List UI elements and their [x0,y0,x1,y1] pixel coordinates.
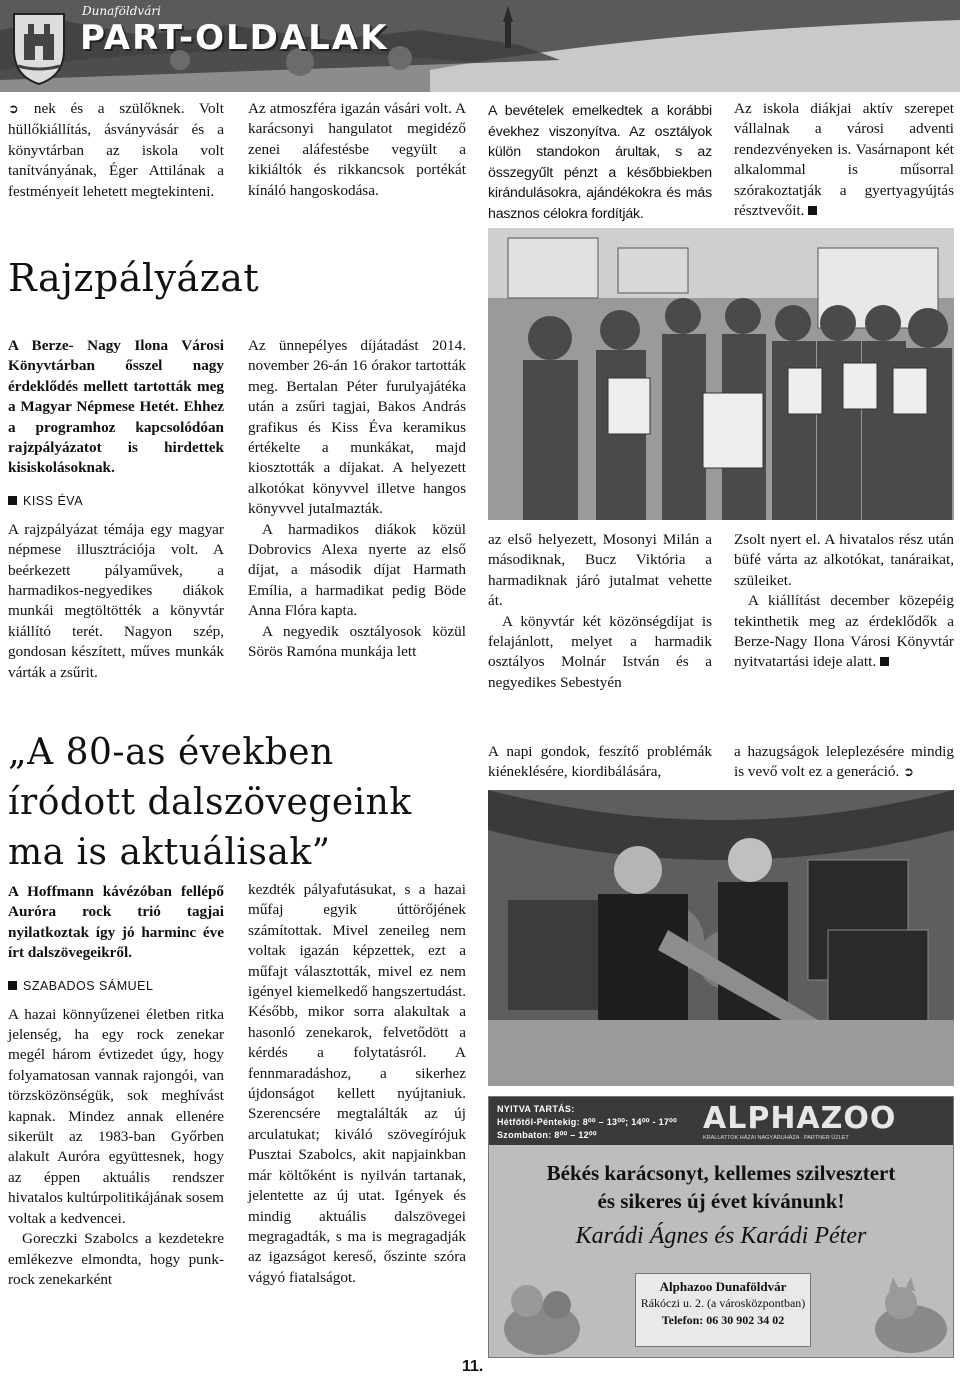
article1-col4 [734,530,954,673]
masthead [0,0,960,92]
article1-col4-p2-text: A kiállítást december közepéig tekinthetik meg az érdeklődők a Berze-Nagy Ilona Városi Könyvtár nyitvatartási ideje alatt. [734,592,954,671]
concert-photo [488,790,954,1086]
top-col4-text: Az iskola diákjai aktív szerepet vállalnak a városi adventi rendezvényeken is. Vasárnapont két alkalommal is műsorral szórakoztatják a gyertyagyújtás résztvevőit. [734,100,954,220]
ad-greeting [489,1159,953,1215]
ad-contact-box [635,1273,811,1347]
article1-lead: A Berze- Nagy Ilona Városi Könyvtárban ősszel nagy érdeklődés mellett tartották meg a Magyar Népmese Hetét. Ehhez a programhoz kapcsolódóan rajzpályázatot is hirdettek kisiskolásoknak. [8,337,224,477]
article2-headline: „A 80-as években íródott dalszövegeink ma is aktuálisak” [8,732,412,873]
article1-col2-p3: A negyedik osztályosok közül Sörös Ramóna munkája lett [248,622,466,661]
article1-col2-p1: Az ünnepélyes díjátadást 2014. november 26-án 16 órakor tartották meg. Bertalan Péter furulyajátéka után a zsűri tagjai, Bakos András grafikus és Kiss Éva keramikus értékelte a munkákat, majd kiosztották a díjakat. A helyezett alkotókat könyvvel illetve hangos könyvvel jutalmazták. [248,337,466,518]
byline-square-icon [8,981,17,990]
article2-col1-p2: Goreczki Szabolcs a kezdetekre emlékezve elmondta, hogy punk-rock zenekarként [8,1230,224,1288]
children-awards-photo-art [488,228,954,520]
article1-byline [8,493,224,508]
ad-address: Rákóczi u. 2. (a városközpontban) [640,1296,806,1310]
end-square-icon [880,657,889,666]
children-awards-photo [488,228,954,520]
article1-col4-p2 [734,591,954,673]
article1-byline-text: KISS ÉVA [23,493,84,508]
ad-phone: Telefon: 06 30 902 34 02 [661,1313,785,1327]
article2-col4-top-text: a hazugságok leleplezésére mindig is vevő volt ez a generáció. [734,743,954,781]
article1-col3-p2: A könyvtár két közönségdíjat is felajánlott, melyet a harmadik osztályos Molnár István és a negyedikes Sebestyén [488,612,712,691]
concert-photo-art [488,790,954,1086]
ad-hours [497,1103,677,1142]
article1-col3 [488,530,712,693]
ad-header [489,1097,953,1145]
top-col1-text: nek és a szülőknek. Volt hüllőkiállítás, ásványvásár és a könyvtárban az iskola volt tanítványának, Éger Attilának a festményeit lehetett megtekinteni. [8,100,224,200]
article1-col1-body: A rajzpályázat témája egy magyar népmese illusztrációja volt. A beérkezett pályaművek, a harmadikos-negyedikes diákok munkái megtöltötték a könyvtár kiállító terét. Nagyon szép, gondosan készített, műves munkák várták a zsűrit. [8,520,224,681]
article2-col3-top: A napi gondok, feszítő problémák kiéneklésére, kiordibálására, [488,743,712,781]
ad-greeting-line1: Békés karácsonyt, kellemes szilvesztert [546,1161,896,1185]
top-col2: Az atmoszféra igazán vásári volt. A karácsonyi hangulatot megidéző zenei aláfestésbe vegyült a kikiáltók és rikkancsok portékát kínáló hangoskodása. [248,100,466,199]
masthead-title: PART-OLDALAK [80,18,389,58]
article1-col3-p1: az első helyezett, Mosonyi Milán a másodiknak, Bucz Viktória a harmadiknak járó jutalmat vehette át. [488,531,712,610]
article1-headline: Rajzpályázat [8,256,260,300]
article2-col1-body [8,1005,224,1291]
article2-col2: kezdték pályafutásukat, s a hazai műfaj egyik úttörőjének számítottak. Mivel zeneileg nem voltak igazán képzettek, ezt a műfajt választották, mivel ez nem igényel kiemelkedő hangszertudást. Később, mikor sorra alakultak a hasonló zenekarok, felvetődött a kérdés a folytatásról. A fennmaradáshoz, a sikerhez újdonságot kellett nyújtaniuk. Szerencsére megtalálták az új arculatukat; kiváló szövegírójuk Pusztai Szabolcs, akit napjainkban már költőként is nyilván tartanak, jelentette az új utat. Igények és mindig aktuális dalszövegei megragadták, s ma is megragadják az igazságot kereső, őszinte szóra vágyó fiatalságot. [248,881,466,1286]
page-number: 11. [462,1358,484,1375]
article2-byline [8,978,224,993]
ad-greeting-line2: és sikeres új évet kívánunk! [597,1189,845,1213]
end-square-icon [808,206,817,215]
alphazoo-ad [488,1096,954,1358]
continued-arrow-icon: ➲ [8,102,34,117]
pets-illustration-icon [497,1269,587,1355]
article1-col1 [8,336,224,683]
article2-col4-top [734,742,954,784]
masthead-top-label: Dunaföldvári [82,4,161,18]
coat-of-arms-icon [8,6,70,86]
top-col1 [8,99,224,202]
article2-byline-text: SZABADOS SÁMUEL [23,978,154,993]
ad-brand-logo: ALPHAZOO [703,1101,897,1136]
article2-col1-p1: A hazai könnyűzenei életben ritka jelenség, ha egy rock zenekar megél három évtizedet úgy, hogy folyamatosan vannak rajongói, van törzsközönségük, sok meghívást kapnak. Mindez annak ellenére sikerült az 1983-ban Győrben alakult Auróra együttesnek, hogy az éppen aktuális rendszer hivatalos kultúrpolitikájának sosem voltak a kedvencei. [8,1005,224,1227]
top-col4 [734,99,954,221]
ad-shop-name: Alphazoo Dunaföldvár [659,1279,787,1294]
top-col3: A bevételek emelkedtek a korábbi évekhez viszonyítva. Az osztályok külön standokon árultak, s az összegyűlt pénzt a későbbiekben kirándulásokra, ajándékokra és más hasznos célokra fordítják. [488,103,712,222]
article1-col2-p2: A harmadikos diákok közül Dobrovics Alexa nyerte az első díjat, a második díjat Harmath Emília, a harmadikat pedig Böde Anna Flóra kapta. [248,520,466,620]
article2-col1 [8,882,224,1290]
article1-col4-p1: Zsolt nyert el. A hivatalos rész után büfé várta az alkotókat, tanáraikat, szüleiket. [734,531,954,589]
cat-illustration-icon [861,1269,951,1355]
continued-arrow-icon: ➲ [903,765,915,781]
article2-lead: A Hoffmann kávézóban fellépő Auróra rock trió tagjai nyilatkoztak így jó harminc éve írt dalszövegeikről. [8,883,224,962]
ad-hours-saturday: Szombaton: 8⁰⁰ – 12⁰⁰ [497,1130,597,1140]
ad-hours-weekday: Hétfőtől-Péntekig: 8⁰⁰ – 13⁰⁰; 14⁰⁰ - 17⁰⁰ [497,1117,678,1127]
ad-hours-title: NYITVA TARTÁS: [497,1104,575,1114]
ad-brand-sub: KRALLATTOK HÁZAI NAGYÁRUHÁZA · PARTNER ÜZLET [703,1135,849,1141]
byline-square-icon [8,496,17,505]
article1-col2 [248,336,466,663]
ad-names: Karádi Ágnes és Karádi Péter [575,1223,867,1249]
